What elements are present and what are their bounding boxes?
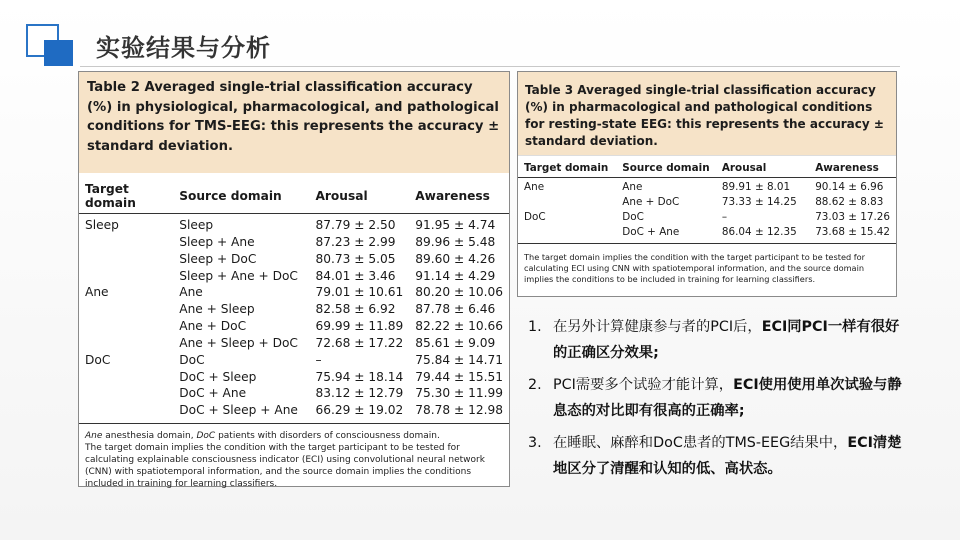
awareness-cell: 82.22 ± 10.66 [415, 319, 503, 334]
source-domain-cell: Ane + DoC [179, 319, 247, 334]
awareness-cell: 79.44 ± 15.51 [415, 369, 503, 384]
source-domain-cell: Sleep + DoC [179, 251, 257, 266]
awareness-cell: 78.78 ± 12.98 [409, 402, 509, 423]
source-domain-cell: DoC + Sleep [179, 369, 257, 384]
column-header-source-domain: Source domain [616, 161, 716, 177]
title-decoration-filled-square [44, 40, 73, 66]
target-domain-cell: DoC [524, 210, 546, 223]
footnote-text: patients with disorders of consciousness domain. [215, 431, 440, 442]
source-domain-cell: DoC + Ane [179, 386, 247, 401]
table-row [518, 195, 896, 210]
slide-title: 实验结果与分析 [96, 34, 271, 62]
target-domain-cell [79, 369, 173, 386]
source-domain-cell: Sleep + Ane [179, 234, 255, 249]
table-row [79, 318, 509, 335]
list-item-plain-text: 在另外计算健康参与者的PCI后， [553, 319, 762, 335]
findings-list [528, 314, 908, 488]
table-3-footnote: The target domain implies the condition with the target participant to be tested for calculating ECI using CNN with spatiotemporal information, and the source domain implies the conditions to be included in training for learning classifiers. [524, 251, 866, 285]
arousal-cell: 72.68 ± 17.22 [315, 335, 404, 350]
target-domain-cell [79, 335, 173, 352]
awareness-cell: 88.62 ± 8.83 [815, 195, 884, 208]
source-domain-cell: DoC [179, 352, 205, 367]
target-domain-cell [79, 268, 173, 285]
table-2 [79, 181, 509, 424]
column-header-awareness: Awareness [409, 181, 509, 214]
arousal-cell: 87.79 ± 2.50 [315, 218, 396, 232]
table-row [79, 369, 509, 386]
arousal-cell: 73.33 ± 14.25 [721, 195, 797, 208]
table-row [79, 284, 509, 301]
list-item-text [553, 372, 908, 424]
list-item [528, 372, 908, 424]
table-row [79, 251, 509, 268]
table-3 [518, 161, 896, 244]
target-domain-cell [79, 385, 173, 402]
arousal-cell: 86.04 ± 12.35 [716, 225, 809, 244]
list-item [528, 430, 908, 482]
table-row [79, 402, 509, 423]
list-item-number: 2. [528, 377, 542, 393]
target-domain-cell [79, 318, 173, 335]
table-3-header-row [518, 161, 896, 177]
table-row [79, 268, 509, 285]
target-domain-cell: Ane [524, 180, 545, 193]
table-2-footnote [79, 424, 509, 490]
list-item-plain-text: PCI需要多个试验才能计算， [553, 377, 734, 393]
list-item-plain-text: 在睡眠、麻醉和DoC患者的TMS-EEG结果中， [553, 435, 848, 451]
table-row [79, 335, 509, 352]
target-domain-cell: Sleep [85, 218, 119, 232]
list-item-bold-text: ECI清楚地区分了清醒和认知的低、高状态。 [553, 435, 902, 477]
arousal-cell: – [315, 352, 322, 367]
arousal-cell: 69.99 ± 11.89 [315, 319, 404, 334]
source-domain-cell: Ane [179, 285, 203, 300]
target-domain-cell [79, 234, 173, 251]
awareness-cell: 87.78 ± 6.46 [415, 302, 496, 317]
list-item-number: 3. [528, 435, 542, 451]
list-item-text [553, 314, 908, 366]
source-domain-cell: Ane [622, 180, 643, 193]
list-item [528, 314, 908, 366]
table-2-caption: Table 2 Averaged single-trial classification accuracy (%) in physiological, pharmacological, and pathological conditions for TMS-EEG: this represents the accuracy ± standard deviation. [79, 72, 509, 173]
source-domain-cell: Ane + Sleep [179, 302, 255, 317]
arousal-cell: – [721, 210, 728, 223]
source-domain-cell: DoC [622, 210, 644, 223]
awareness-cell: 90.14 ± 6.96 [815, 180, 884, 193]
table-3-figure [517, 71, 897, 297]
arousal-cell: 79.01 ± 10.61 [315, 285, 404, 300]
awareness-cell: 89.60 ± 4.26 [415, 251, 496, 266]
arousal-cell: 80.73 ± 5.05 [315, 251, 396, 266]
title-divider [80, 66, 900, 67]
table-3-caption: Table 3 Averaged single-trial classification accuracy (%) in pharmacological and pathological conditions for resting-state EEG: this represents the accuracy ± standard deviation. [518, 72, 896, 156]
column-header-source-domain: Source domain [173, 181, 309, 214]
table-row [518, 210, 896, 225]
awareness-cell: 80.20 ± 10.06 [415, 285, 503, 300]
awareness-cell: 75.30 ± 11.99 [415, 386, 503, 401]
table-2-figure [78, 71, 510, 490]
column-header-target-domain: Target domain [79, 181, 173, 214]
column-header-target-domain: Target domain [518, 161, 616, 177]
target-domain-cell [79, 301, 173, 318]
source-domain-cell: Sleep [179, 218, 214, 232]
source-domain-cell: Sleep + Ane + DoC [179, 268, 298, 283]
source-domain-cell: DoC + Ane [616, 225, 716, 244]
column-header-awareness: Awareness [809, 161, 896, 177]
target-domain-cell [518, 195, 616, 210]
list-item-number: 1. [528, 319, 542, 335]
source-domain-cell: Ane + DoC [622, 195, 680, 208]
awareness-cell: 91.14 ± 4.29 [415, 268, 496, 283]
table-row [79, 301, 509, 318]
table-row [79, 214, 509, 234]
column-header-arousal: Arousal [309, 181, 409, 214]
source-domain-cell: DoC + Sleep + Ane [173, 402, 309, 423]
arousal-cell: 82.58 ± 6.92 [315, 302, 396, 317]
footnote-text: anesthesia domain, [102, 431, 197, 442]
awareness-cell: 73.03 ± 17.26 [815, 210, 890, 223]
awareness-cell: 91.95 ± 4.74 [415, 218, 496, 232]
awareness-cell: 85.61 ± 9.09 [415, 335, 496, 350]
awareness-cell: 73.68 ± 15.42 [809, 225, 896, 244]
table-row [79, 352, 509, 369]
table-row [518, 225, 896, 244]
target-domain-cell [79, 402, 173, 423]
arousal-cell: 66.29 ± 19.02 [309, 402, 409, 423]
footnote-abbr-ane: Ane [85, 431, 103, 442]
list-item-bold-text: ECI同PCI一样有很好的正确区分效果; [553, 319, 900, 361]
arousal-cell: 87.23 ± 2.99 [315, 234, 396, 249]
column-header-arousal: Arousal [716, 161, 809, 177]
footnote-text: The target domain implies the condition with the target participant to be tested for calculating explainable consciousness indicator (ECI) using convolutional neural network (CNN) with spatiotemporal information, and the source domain implies the conditions included in training for learning classifiers. [85, 443, 485, 490]
table-row [79, 234, 509, 251]
arousal-cell: 84.01 ± 3.46 [315, 268, 396, 283]
list-item-text [553, 430, 908, 482]
awareness-cell: 89.96 ± 5.48 [415, 234, 496, 249]
arousal-cell: 89.91 ± 8.01 [721, 180, 791, 193]
table-row [518, 177, 896, 195]
arousal-cell: 75.94 ± 18.14 [315, 369, 404, 384]
awareness-cell: 75.84 ± 14.71 [415, 352, 503, 367]
list-item-bold-text: ECI使用使用单次试验与静息态的对比即有很高的正确率; [553, 377, 902, 419]
table-row [79, 385, 509, 402]
target-domain-cell [518, 225, 616, 244]
source-domain-cell: Ane + Sleep + DoC [179, 335, 298, 350]
target-domain-cell: DoC [85, 352, 111, 367]
arousal-cell: 83.12 ± 12.79 [315, 386, 404, 401]
table-2-header-row [79, 181, 509, 214]
footnote-abbr-doc: DoC [196, 431, 216, 442]
target-domain-cell: Ane [85, 285, 109, 300]
target-domain-cell [79, 251, 173, 268]
